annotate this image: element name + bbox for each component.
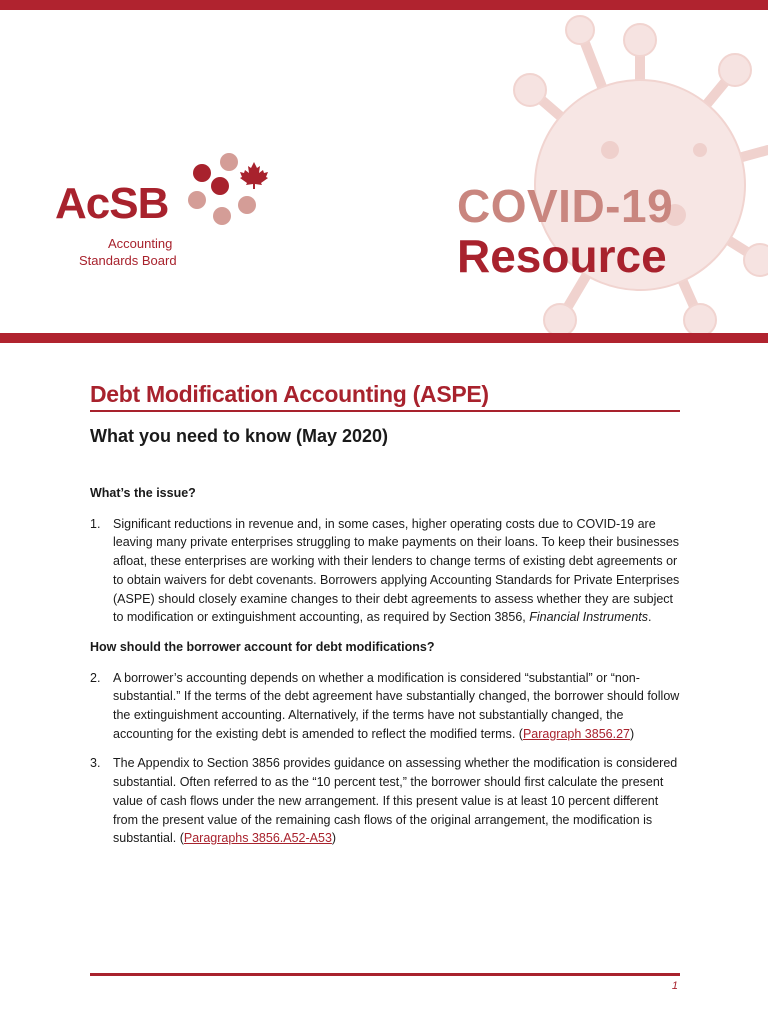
document-title: Debt Modification Accounting (ASPE)	[90, 381, 489, 407]
italic-reference: Financial Instruments	[529, 610, 649, 625]
section-heading-issue: What’s the issue?	[90, 486, 196, 500]
logo-line-accounting: Accounting	[108, 236, 173, 251]
paragraph-end: )	[331, 831, 337, 846]
paragraph-body: The Appendix to Section 3856 provides guidance on assessing whether the modification is considered substantial. Often referred to as the “10 percent test,” the borrower should first calculate the present value of cash flows under the new arrangement. If this present value is at least 10 percent different from the present value of the remaining cash flows of the original arrangement, the modification is substantial. (	[113, 756, 678, 846]
document-body	[90, 484, 680, 859]
document-subtitle: What you need to know (May 2020)	[90, 426, 389, 446]
paragraph-body: A borrower’s accounting depends on whether a modification is considered “substantial” or “non-substantial.” If the terms of the debt agreement have substantially changed, the borrower should follow the extinguishment accounting. Alternatively, if the terms have not substantially changed, the accounting for the existing debt is amended to reflect the modified terms. (	[113, 670, 680, 741]
cover-title-resource: Resource	[457, 230, 667, 282]
paragraph-end: .	[648, 610, 652, 625]
cover-title	[457, 180, 757, 282]
numbered-paragraph	[90, 754, 680, 848]
maple-leaf-icon	[240, 162, 268, 189]
cover-title-covid: COVID-19	[457, 180, 674, 232]
header-divider-bar	[0, 333, 768, 343]
paragraph-number: 1.	[90, 516, 101, 531]
logo-line-standards-board: Standards Board	[79, 253, 177, 268]
paragraph-end: )	[629, 726, 635, 741]
numbered-paragraph	[90, 515, 680, 627]
paragraph-text	[113, 669, 680, 744]
paragraph-reference-link[interactable]: Paragraph 3856.27	[522, 726, 630, 741]
paragraph-number: 2.	[90, 670, 101, 685]
paragraph-reference-link[interactable]: Paragraphs 3856.A52-A53	[183, 831, 332, 846]
paragraph-text	[113, 754, 680, 848]
section-heading-account: How should the borrower account for debt modifications?	[90, 639, 435, 654]
logo-wordmark: AcSB	[55, 179, 169, 228]
paragraph-body: Significant reductions in revenue and, in some cases, higher operating costs due to COVID-19 are leaving many private enterprises struggling to make payments on their loans. To keep their businesses afloat, these enterprises are working with their lenders to change terms of existing debt agreements or to obtain waivers for debt covenants. Borrowers applying Accounting Standards for Private Enterprises (ASPE) should closely examine changes to their debt agreements to assess whether they are subject to modification or extinguishment accounting, as required by Section 3856,	[113, 516, 680, 625]
numbered-paragraph	[90, 669, 680, 744]
title-underline	[90, 410, 680, 412]
footer-rule	[90, 973, 680, 976]
paragraph-text	[113, 515, 680, 627]
paragraph-number: 3.	[90, 756, 101, 771]
acsb-logo	[55, 150, 285, 275]
page-number: 1	[671, 980, 678, 992]
